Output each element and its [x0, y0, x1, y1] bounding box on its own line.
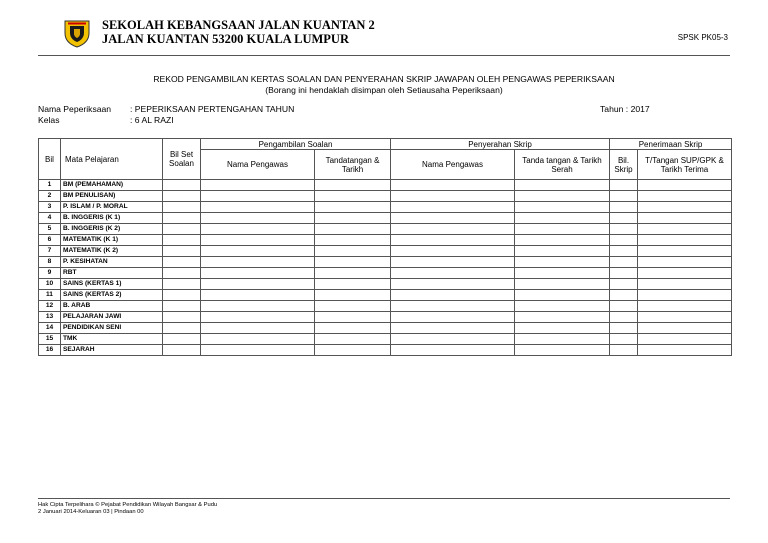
empty-cell: [515, 290, 610, 301]
row-subject: TMK: [61, 334, 163, 345]
empty-cell: [610, 312, 638, 323]
empty-cell: [391, 279, 515, 290]
header-subject: Mata Pelajaran: [61, 139, 163, 180]
empty-cell: [163, 345, 201, 356]
empty-cell: [638, 213, 732, 224]
empty-cell: [163, 323, 201, 334]
empty-cell: [638, 312, 732, 323]
empty-cell: [201, 202, 315, 213]
empty-cell: [391, 235, 515, 246]
empty-cell: [391, 202, 515, 213]
empty-cell: [391, 334, 515, 345]
empty-cell: [638, 345, 732, 356]
school-address-line: JALAN KUANTAN 53200 KUALA LUMPUR: [102, 32, 349, 46]
empty-cell: [638, 334, 732, 345]
empty-cell: [610, 235, 638, 246]
empty-cell: [201, 334, 315, 345]
table-row: [39, 191, 732, 202]
row-number: 14: [39, 323, 61, 334]
empty-cell: [315, 290, 391, 301]
header-invigilator-name-2: Nama Pengawas: [391, 150, 515, 180]
empty-cell: [315, 180, 391, 191]
empty-cell: [163, 180, 201, 191]
empty-cell: [315, 257, 391, 268]
empty-cell: [515, 235, 610, 246]
table-row: [39, 257, 732, 268]
empty-cell: [163, 202, 201, 213]
empty-cell: [163, 334, 201, 345]
row-subject: MATEMATIK (K 2): [61, 246, 163, 257]
empty-cell: [315, 334, 391, 345]
empty-cell: [315, 191, 391, 202]
empty-cell: [391, 224, 515, 235]
row-number: 7: [39, 246, 61, 257]
empty-cell: [315, 235, 391, 246]
empty-cell: [610, 268, 638, 279]
table-row: [39, 180, 732, 191]
school-name-line-1: SEKOLAH KEBANGSAAN JALAN KUANTAN 2: [102, 18, 375, 32]
empty-cell: [515, 180, 610, 191]
empty-cell: [163, 312, 201, 323]
empty-cell: [201, 180, 315, 191]
empty-cell: [315, 268, 391, 279]
table-row: [39, 279, 732, 290]
row-number: 10: [39, 279, 61, 290]
empty-cell: [610, 323, 638, 334]
empty-cell: [315, 312, 391, 323]
table-row: [39, 323, 732, 334]
row-number: 1: [39, 180, 61, 191]
empty-cell: [610, 246, 638, 257]
empty-cell: [515, 323, 610, 334]
empty-cell: [515, 345, 610, 356]
empty-cell: [391, 345, 515, 356]
row-number: 11: [39, 290, 61, 301]
row-number: 8: [39, 257, 61, 268]
empty-cell: [391, 268, 515, 279]
table-row: [39, 202, 732, 213]
header-divider: [38, 55, 730, 56]
form-title-main: REKOD PENGAMBILAN KERTAS SOALAN DAN PENYERAHAN SKRIP JAWAPAN OLEH PENGAWAS PEPERIKSAAN: [153, 74, 615, 84]
table-row: [39, 345, 732, 356]
empty-cell: [610, 334, 638, 345]
empty-cell: [163, 224, 201, 235]
empty-cell: [201, 268, 315, 279]
empty-cell: [315, 213, 391, 224]
row-subject: SEJARAH: [61, 345, 163, 356]
empty-cell: [391, 191, 515, 202]
empty-cell: [201, 235, 315, 246]
empty-cell: [391, 213, 515, 224]
footer-divider: [38, 498, 730, 499]
empty-cell: [315, 202, 391, 213]
exam-year: Tahun : 2017: [600, 104, 650, 114]
empty-cell: [638, 191, 732, 202]
empty-cell: [391, 180, 515, 191]
empty-cell: [610, 345, 638, 356]
empty-cell: [391, 246, 515, 257]
row-number: 5: [39, 224, 61, 235]
empty-cell: [638, 268, 732, 279]
empty-cell: [515, 224, 610, 235]
header-script-count: Bil. Skrip: [610, 150, 638, 180]
form-title-note: (Borang ini hendaklah disimpan oleh Setiausaha Peperiksaan): [265, 85, 503, 95]
row-subject: SAINS (KERTAS 1): [61, 279, 163, 290]
empty-cell: [201, 345, 315, 356]
empty-cell: [638, 279, 732, 290]
empty-cell: [201, 290, 315, 301]
row-subject: BM PENULISAN): [61, 191, 163, 202]
empty-cell: [638, 323, 732, 334]
empty-cell: [610, 191, 638, 202]
row-number: 6: [39, 235, 61, 246]
row-subject: RBT: [61, 268, 163, 279]
row-number: 4: [39, 213, 61, 224]
row-number: 9: [39, 268, 61, 279]
empty-cell: [315, 345, 391, 356]
empty-cell: [515, 257, 610, 268]
class-label: Kelas: [38, 115, 60, 125]
empty-cell: [201, 279, 315, 290]
row-subject: PENDIDIKAN SENI: [61, 323, 163, 334]
empty-cell: [515, 334, 610, 345]
empty-cell: [515, 312, 610, 323]
empty-cell: [638, 235, 732, 246]
empty-cell: [610, 257, 638, 268]
table-row: [39, 246, 732, 257]
row-subject: MATEMATIK (K 1): [61, 235, 163, 246]
empty-cell: [638, 180, 732, 191]
table-row: [39, 235, 732, 246]
empty-cell: [315, 246, 391, 257]
empty-cell: [201, 301, 315, 312]
header-signature-handover: Tanda tangan & Tarikh Serah: [515, 150, 610, 180]
empty-cell: [315, 279, 391, 290]
empty-cell: [201, 257, 315, 268]
empty-cell: [201, 213, 315, 224]
empty-cell: [163, 213, 201, 224]
empty-cell: [638, 290, 732, 301]
exam-name-value: : PEPERIKSAAN PERTENGAHAN TAHUN: [130, 104, 295, 114]
record-table: [38, 138, 732, 356]
header-receipt-signature: T/Tangan SUP/GPK & Tarikh Terima: [638, 150, 732, 180]
table-row: [39, 268, 732, 279]
empty-cell: [315, 323, 391, 334]
table-row: [39, 301, 732, 312]
table-row: [39, 312, 732, 323]
empty-cell: [515, 268, 610, 279]
footer-copyright: Hak Cipta Terpelihara © Pejabat Pendidikan Wilayah Bangsar & Pudu: [38, 502, 218, 508]
empty-cell: [610, 180, 638, 191]
header-group-taking: Pengambilan Soalan: [201, 139, 391, 150]
empty-cell: [163, 268, 201, 279]
header-invigilator-name-1: Nama Pengawas: [201, 150, 315, 180]
school-crest-icon: [62, 18, 92, 48]
row-number: 2: [39, 191, 61, 202]
empty-cell: [163, 235, 201, 246]
empty-cell: [610, 213, 638, 224]
empty-cell: [610, 224, 638, 235]
row-number: 15: [39, 334, 61, 345]
row-subject: P. KESIHATAN: [61, 257, 163, 268]
empty-cell: [515, 202, 610, 213]
row-number: 13: [39, 312, 61, 323]
empty-cell: [638, 202, 732, 213]
row-subject: P. ISLAM / P. MORAL: [61, 202, 163, 213]
empty-cell: [201, 191, 315, 202]
row-number: 3: [39, 202, 61, 213]
row-subject: B. INGGERIS (K 2): [61, 224, 163, 235]
empty-cell: [163, 279, 201, 290]
empty-cell: [315, 301, 391, 312]
header-set-count: Bil Set Soalan: [163, 139, 201, 180]
empty-cell: [315, 224, 391, 235]
row-number: 12: [39, 301, 61, 312]
empty-cell: [163, 257, 201, 268]
empty-cell: [391, 290, 515, 301]
row-subject: BM (PEMAHAMAN): [61, 180, 163, 191]
empty-cell: [610, 202, 638, 213]
class-value: : 6 AL RAZI: [130, 115, 174, 125]
empty-cell: [610, 290, 638, 301]
header-bil: Bil: [39, 139, 61, 180]
empty-cell: [163, 301, 201, 312]
record-rows: [39, 180, 732, 356]
empty-cell: [638, 257, 732, 268]
empty-cell: [610, 301, 638, 312]
table-row: [39, 290, 732, 301]
empty-cell: [515, 279, 610, 290]
empty-cell: [638, 246, 732, 257]
table-row: [39, 213, 732, 224]
empty-cell: [515, 213, 610, 224]
exam-name-label: Nama Peperiksaan: [38, 104, 112, 114]
empty-cell: [201, 246, 315, 257]
header-group-handover: Penyerahan Skrip: [391, 139, 610, 150]
table-row: [39, 224, 732, 235]
empty-cell: [201, 312, 315, 323]
empty-cell: [201, 323, 315, 334]
empty-cell: [391, 312, 515, 323]
empty-cell: [163, 246, 201, 257]
footer-release: 2 Januari 2014-Keluaran 03 | Pindaan 00: [38, 509, 144, 515]
empty-cell: [610, 279, 638, 290]
row-number: 16: [39, 345, 61, 356]
empty-cell: [638, 301, 732, 312]
empty-cell: [638, 224, 732, 235]
footer: [38, 502, 217, 516]
empty-cell: [515, 191, 610, 202]
row-subject: SAINS (KERTAS 2): [61, 290, 163, 301]
empty-cell: [515, 246, 610, 257]
empty-cell: [391, 257, 515, 268]
form-title: [0, 74, 768, 96]
school-name: [102, 18, 375, 46]
table-row: [39, 334, 732, 345]
empty-cell: [391, 323, 515, 334]
empty-cell: [201, 224, 315, 235]
empty-cell: [515, 301, 610, 312]
header-group-receipt: Penerimaan Skrip: [610, 139, 732, 150]
row-subject: B. INGGERIS (K 1): [61, 213, 163, 224]
header-signature-date: Tandatangan & Tarikh: [315, 150, 391, 180]
empty-cell: [391, 301, 515, 312]
empty-cell: [163, 290, 201, 301]
row-subject: B. ARAB: [61, 301, 163, 312]
empty-cell: [163, 191, 201, 202]
row-subject: PELAJARAN JAWI: [61, 312, 163, 323]
document-code: SPSK PK05-3: [677, 33, 728, 42]
